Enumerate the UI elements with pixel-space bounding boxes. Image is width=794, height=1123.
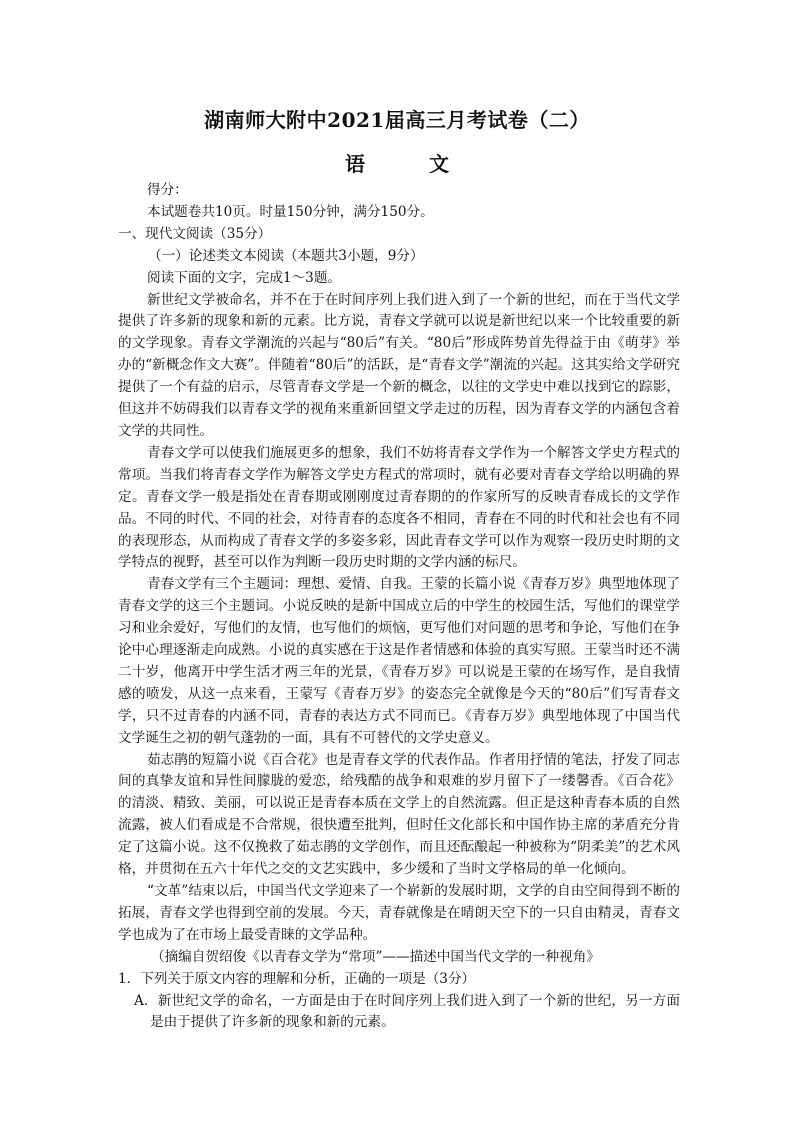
passage-source: （摘编自贺绍俊《以青春文学为“常项”——描述中国当代文学的一种视角》 [151,948,600,965]
question-stem: 1．下列关于原文内容的理解和分析，正确的一项是（3分） [118,970,476,987]
passage-paragraph: 青春文学有三个主题词：理想、爱情、自我。王蒙的长篇小说《青春万岁》典型地体现了青春文学的这三个主题词。小说反映的是新中国成立后的中学生的校园生活，写他们的课堂学习和业余爱好，写他们的友情，也写他们的烦恼，更写他们对问题的思考和争论，写他们在争论中心理逐渐走向成熟。小说的真实感在于这是作者情感和体验的真实写照。王蒙当时还不满二十岁，他离开中学生活才两三年的光景，《青春万岁》可以说是王蒙的在场写作，是自我情感的喷发，从这一点来看，王蒙写《青春万岁》的姿态完全就像是今天的“80后”们写青春文学，只不过青春的内涵不同，青春的表达方式不同而已。《青春万岁》典型地体现了中国当代文学诞生之初的朝气蓬勃的一面，具有不可替代的文学史意义。 [118,576,680,746]
page-title: 湖南师大附中2021届高三月考试卷（二） [204,108,590,132]
passage-paragraph: 新世纪文学被命名，并不在于在时间序列上我们进入到了一个新的世纪，而在于当代文学提供了许多新的现象和新的元素。比方说，青春文学就可以说是新世纪以来一个比较重要的新的文学现象。青春文学潮流的兴起与“80后”有关。“80后”形成阵势首先得益于由《萌芽》举办的“新概念作文大赛”。伴随着“80后”的活跃，是“青春文学”潮流的兴起。这其实给文学研究提供了一个有益的启示，尽管青春文学是一个新的概念，以往的文学史中难以找到它的踪影，但这并不妨碍我们以青春文学的视角来重新回望文学走过的历程，因为青春文学的内涵包含着文学的共同性。 [118,291,680,439]
score-label: 得分： [147,182,188,198]
section-heading: 一、现代文阅读（35分） [118,225,272,242]
exam-info: 本试题卷共10页。时量150分钟，满分150分。 [147,203,434,220]
passage-paragraph: “文革”结束以后，中国当代文学迎来了一个崭新的发展时期，文学的自由空间得到不断的拓展，青春文学也得到空前的发展。今天，青春就像是在晴朗天空下的一只自由精灵，青春文学也成为了在市场上最受青睐的文学品种。 [118,883,680,943]
document-body [118,180,680,1034]
question-option: A．新世纪文学的命名，一方面是由于在时间序列上我们进入到了一个新的世纪，另一方面是由于提供了许多新的现象和新的元素。 [134,992,680,1031]
subject-title: 语 文 [345,152,471,176]
passage-paragraph: 茹志鹃的短篇小说《百合花》也是青春文学的代表作品。作者用抒情的笔法，抒发了同志间的真挚友谊和异性间朦胧的爱恋，给残酷的战争和艰难的岁月留下了一缕馨香。《百合花》的清淡、精致、美丽，可以说正是青春本质在文学上的自然流露。但正是这种青春本质的自然流露，被人们看成是不合常规，很快遭至批判，但时任文化部长和中国作协主席的茅盾充分肯定了这篇小说。这不仅挽救了茹志鹃的文学创作，而且还酝酿起一种被称为“阴柔美”的艺术风格，并贯彻在五六十年代之交的文艺实践中，多少缓和了当时文学格局的单一化倾向。 [118,751,680,878]
subsection-heading: （一）论述类文本阅读（本题共3小题，9分） [148,247,424,264]
reading-instruction: 阅读下面的文字，完成1～3题。 [147,269,342,286]
passage-paragraph: 青春文学可以使我们施展更多的想象，我们不妨将青春文学作为一个解答文学史方程式的常项。当我们将青春文学作为解答文学史方程式的常项时，就有必要对青春文学给以明确的界定。青春文学一般是指处在青春期或刚刚度过青春期的的作家所写的反映青春成长的文学作品。不同的时代、不同的社会，对待青春的态度各不相同，青春在不同的时代和社会也有不同的表现形态，从而构成了青春文学的多姿多彩，因此青春文学可以作为观察一段历史时期的文学特点的视野，甚至可以作为判断一段历史时期的文学内涵的标尺。 [118,444,680,571]
